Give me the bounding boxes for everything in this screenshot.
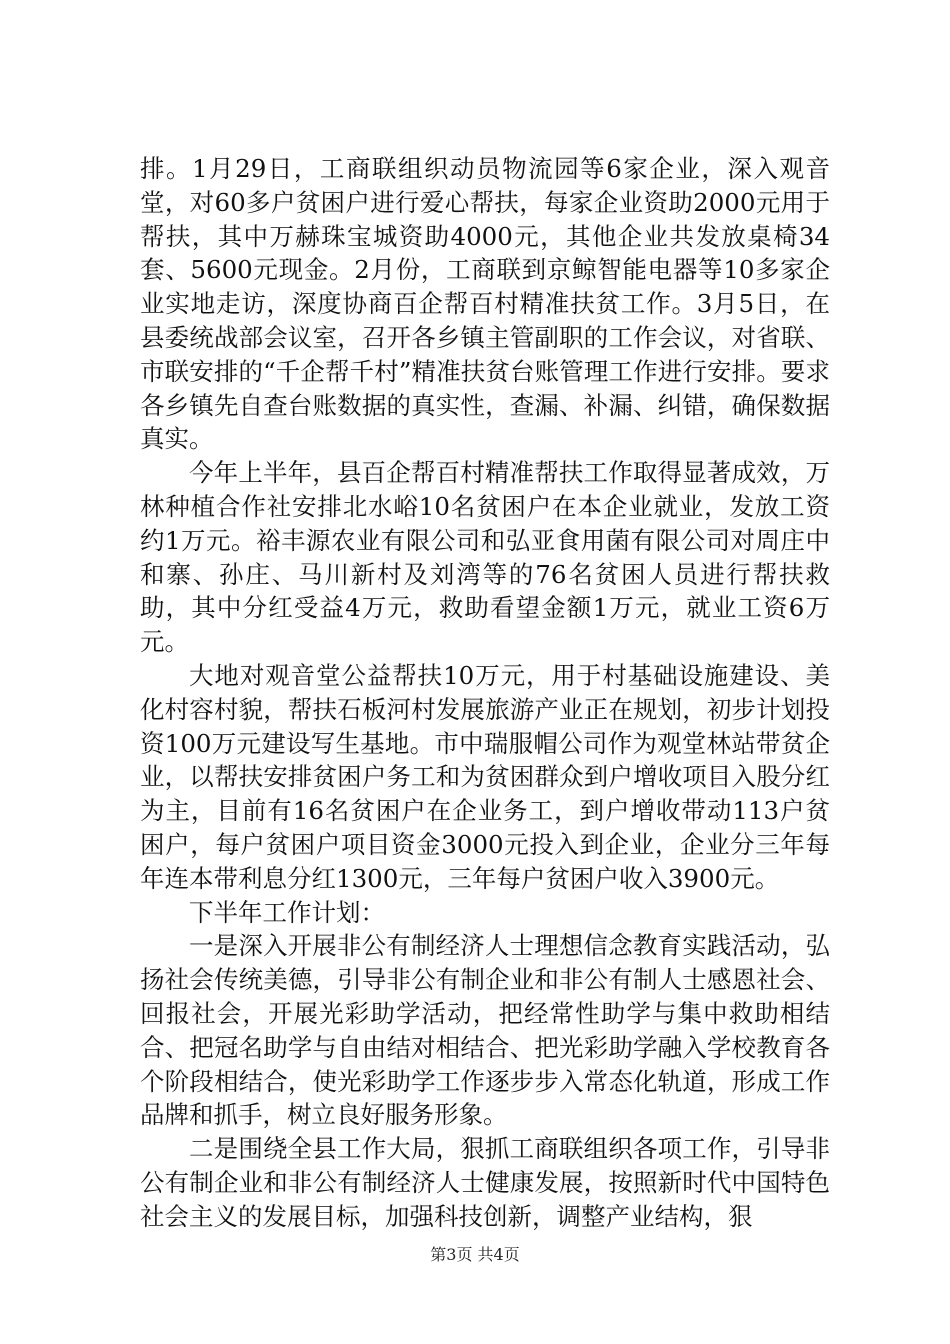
page-number-footer: 第3页 共4页 [430,1245,520,1264]
paragraph-plan-item-2: 二是围绕全县工作大局，狠抓工商联组织各项工作，引导非公有制企业和非公有制经济人士健康发展，按照新时代中国特色社会主义的发展目标，加强科技创新，调整产业结构，狠 [140,1134,830,1231]
body-text [140,152,830,1234]
paragraph-plan-item-1: 一是深入开展非公有制经济人士理想信念教育实践活动，弘扬社会传统美德，引导非公有制企业和非公有制人士感恩社会、回报社会，开展光彩助学活动，把经常性助学与集中救助相结合、把冠名助学与自由结对相结合、把光彩助学融入学校教育各个阶段相结合，使光彩助学工作逐步步入常态化轨道，形成工作品牌和抓手，树立良好服务形象。 [140,931,830,1130]
paragraph-first-half-results: 今年上半年，县百企帮百村精准帮扶工作取得显著成效，万林种植合作社安排北水峪10名贫困户在本企业就业，发放工资约1万元。裕丰源农业有限公司和弘亚食用菌有限公司对周庄中和寨、孙庄、马川新村及刘湾等的76名贫困人员进行帮扶救助，其中分红受益4万元，救助看望金额1万元，就业工资6万元。 [140,458,830,657]
section-heading-second-half-plan: 下半年工作计划： [189,897,385,927]
paragraph-continuation: 排。1月29日，工商联组织动员物流园等6家企业，深入观音堂，对60多户贫困户进行爱心帮扶，每家企业资助2000元用于帮扶，其中万赫珠宝城资助4000元，其他企业共发放桌椅34套、5600元现金。2月份，工商联到京鲸智能电器等10多家企业实地走访，深度协商百企帮百村精准扶贫工作。3月5日，在县委统战部会议室，召开各乡镇主管副职的工作会议，对省联、市联安排的“千企帮千村”精准扶贫台账管理工作进行安排。要求各乡镇先自查台账数据的真实性，查漏、补漏、纠错，确保数据真实。 [140,154,830,454]
paragraph-donations: 大地对观音堂公益帮扶10万元，用于村基础设施建设、美化村容村貌，帮扶石板河村发展旅游产业正在规划，初步计划投资100万元建设写生基地。市中瑞服帽公司作为观堂林站带贫企业，以帮扶安排贫困户务工和为贫困群众到户增收项目入股分红为主，目前有16名贫困户在企业务工，到户增收带动113户贫困户，每户贫困户项目资金3000元投入到企业，企业分三年每年连本带利息分红1300元，三年每户贫困户收入3900元。 [140,660,830,893]
